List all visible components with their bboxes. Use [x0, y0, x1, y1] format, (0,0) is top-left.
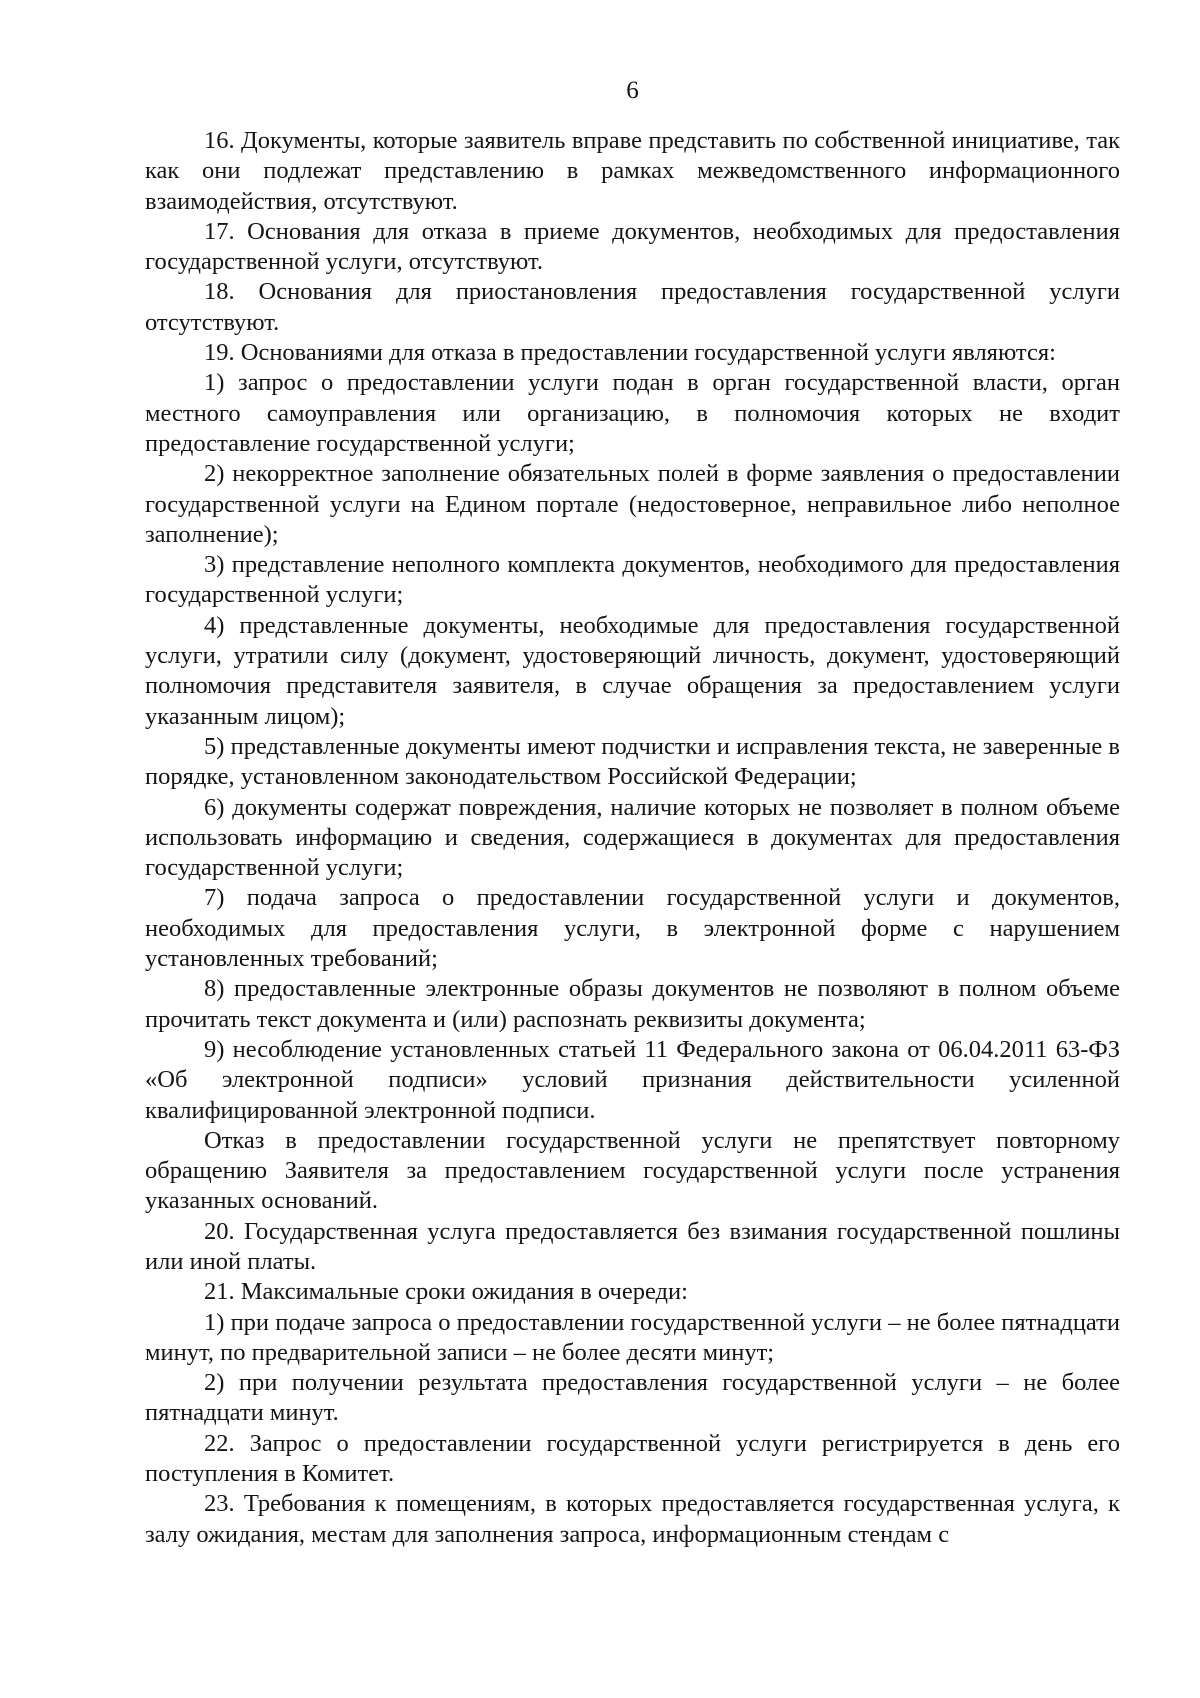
list-item-19-5: 5) представленные документы имеют подчистки и исправления текста, не заверенные в порядке, установленном законодательством Российской Федерации; — [145, 732, 1120, 791]
list-item-19-1: 1) запрос о предоставлении услуги подан в орган государственной власти, орган местного самоуправления или организацию, в полномочия которых не входит предоставление государственной услуги; — [145, 369, 1120, 457]
paragraph-23: 23. Требования к помещениям, в которых предоставляется государственная услуга, к залу ожидания, местам для заполнения запроса, информационным стендам с — [145, 1490, 1120, 1548]
paragraph-16: 16. Документы, которые заявитель вправе представить по собственной инициативе, так как они подлежат представлению в рамках межведомственного информационного взаимодействия, отсутствуют. — [145, 127, 1120, 215]
paragraph-22: 22. Запрос о предоставлении государственной услуги регистрируется в день его поступления в Комитет. — [145, 1429, 1120, 1488]
paragraph-19: 19. Основаниями для отказа в предоставлении государственной услуги являются: — [204, 339, 1056, 367]
paragraph-17: 17. Основания для отказа в приеме документов, необходимых для предоставления государственной услуги, отсутствуют. — [145, 217, 1120, 276]
list-item-19-9: 9) несоблюдение установленных статьей 11 Федерального закона от 06.04.2011 63-ФЗ «Об электронной подписи» условий признания действительности усиленной квалифицированной электронной подписи. — [145, 1035, 1120, 1124]
page-number: 6 — [626, 77, 639, 104]
list-item-21-2: 2) при получении результата предоставления государственной услуги – не более пятнадцати минут. — [145, 1369, 1120, 1427]
document-body — [145, 126, 1120, 1550]
list-item-21-1: 1) при подаче запроса о предоставлении государственной услуги – не более пятнадцати минут, по предварительной записи – не более десяти минут; — [145, 1308, 1120, 1366]
list-item-19-2: 2) некорректное заполнение обязательных полей в форме заявления о предоставлении государственной услуги на Едином портале (недостоверное, неправильное либо неполное заполнение); — [145, 460, 1120, 548]
list-item-19-7: 7) подача запроса о предоставлении государственной услуги и документов, необходимых для предоставления услуги, в электронной форме с нарушением установленных требований; — [145, 884, 1120, 973]
paragraph-21: 21. Максимальные сроки ожидания в очереди: — [204, 1278, 688, 1306]
list-item-19-6: 6) документы содержат повреждения, наличие которых не позволяет в полном объеме использовать информацию и сведения, содержащиеся в документах для предоставления государственной услуги; — [145, 793, 1120, 882]
list-item-19-3: 3) представление неполного комплекта документов, необходимого для предоставления государственной услуги; — [145, 551, 1120, 609]
list-item-19-8: 8) предоставленные электронные образы документов не позволяют в полном объеме прочитать текст документа и (или) распознать реквизиты документа; — [145, 975, 1120, 1033]
paragraph-20: 20. Государственная услуга предоставляется без взимания государственной пошлины или иной платы. — [145, 1217, 1120, 1275]
paragraph-18: 18. Основания для приостановления предоставления государственной услуги отсутствуют. — [145, 278, 1120, 336]
list-item-19-4: 4) представленные документы, необходимые для предоставления государственной услуги, утратили силу (документ, удостоверяющий личность, документ, удостоверяющий полномочия представителя заявителя, в случае обращения за предоставлением услуги указанным лицом); — [145, 611, 1120, 730]
refusal-note-paragraph: Отказ в предоставлении государственной услуги не препятствует повторному обращению Заявителя за предоставлением государственной услуги после устранения указанных оснований. — [145, 1126, 1120, 1215]
